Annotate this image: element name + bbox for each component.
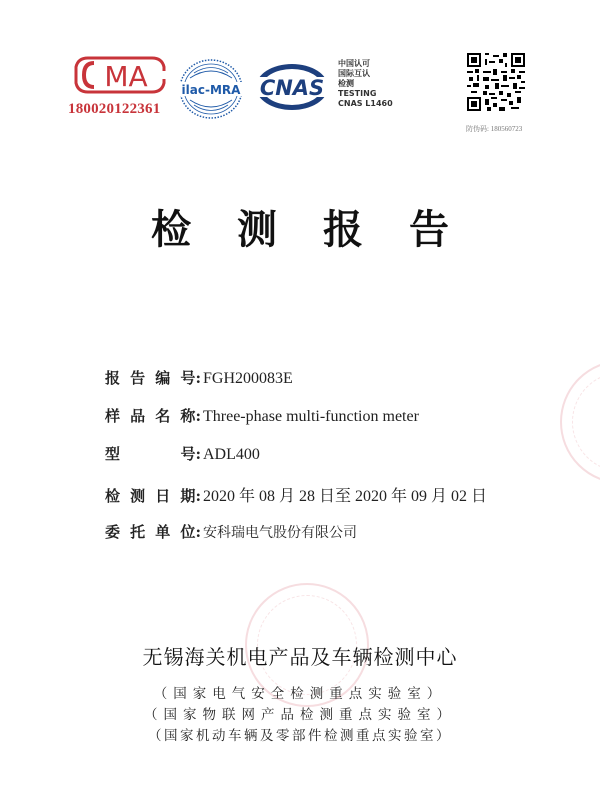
cnas-caption-line: TESTING — [338, 89, 377, 98]
lab-designation: （国家机动车辆及零部件检测重点实验室） — [148, 728, 452, 744]
cnas-caption-line: 国际互认 — [338, 69, 370, 78]
page-title — [0, 198, 600, 255]
lab-designation: （国家电气安全检测重点实验室） — [153, 686, 447, 702]
anti-counterfeit-code — [466, 124, 522, 134]
report-number-value: FGH200083E — [203, 370, 293, 387]
page-seam-seal-stamp — [560, 360, 600, 484]
svg-text:MA: MA — [104, 60, 148, 93]
issuing-organization: 无锡海关机电产品及车辆检测中心 — [142, 645, 458, 669]
anti-counterfeit-value: 180560723 — [490, 125, 523, 133]
field-label: 检 测 日 期: — [105, 487, 201, 505]
title-char: 检 — [151, 207, 191, 253]
field-model — [105, 443, 260, 464]
test-date-value: 2020 年 08 月 28 日至 2020 年 09 月 02 日 — [203, 488, 488, 505]
qr-code-icon[interactable] — [467, 53, 525, 111]
title-char: 告 — [409, 207, 449, 253]
anti-counterfeit-label: 防伪码: — [466, 125, 489, 133]
field-label: 型 号: — [105, 445, 201, 463]
field-label: 报 告 编 号: — [105, 369, 201, 387]
cma-logo-icon — [74, 55, 166, 95]
cnas-accreditation-caption — [338, 59, 393, 109]
svg-text:CNAS: CNAS — [259, 76, 325, 100]
field-sample-name — [105, 405, 419, 426]
sample-name-value: Three-phase multi-function meter — [203, 408, 419, 425]
field-report-number — [105, 367, 293, 388]
field-label: 样 品 名 称: — [105, 407, 201, 425]
cnas-caption-line: 中国认可 — [338, 59, 370, 68]
ilac-mra-logo-icon — [178, 58, 244, 120]
cnas-caption-line: 检测 — [338, 79, 354, 88]
lab-designation: （国家物联网产品检测重点实验室） — [144, 707, 456, 723]
field-label: 委 托 单 位: — [105, 523, 201, 541]
model-value: ADL400 — [203, 446, 260, 463]
title-char: 测 — [237, 207, 277, 253]
cma-certificate-number: 180020122361 — [68, 101, 161, 117]
field-test-date — [105, 483, 487, 506]
svg-text:ilac-MRA: ilac-MRA — [181, 83, 241, 97]
cnas-logo-icon — [254, 62, 330, 112]
field-client — [105, 521, 357, 542]
cnas-caption-line: CNAS L1460 — [338, 99, 393, 108]
client-value: 安科瑞电气股份有限公司 — [203, 525, 357, 541]
title-char: 报 — [323, 207, 363, 253]
